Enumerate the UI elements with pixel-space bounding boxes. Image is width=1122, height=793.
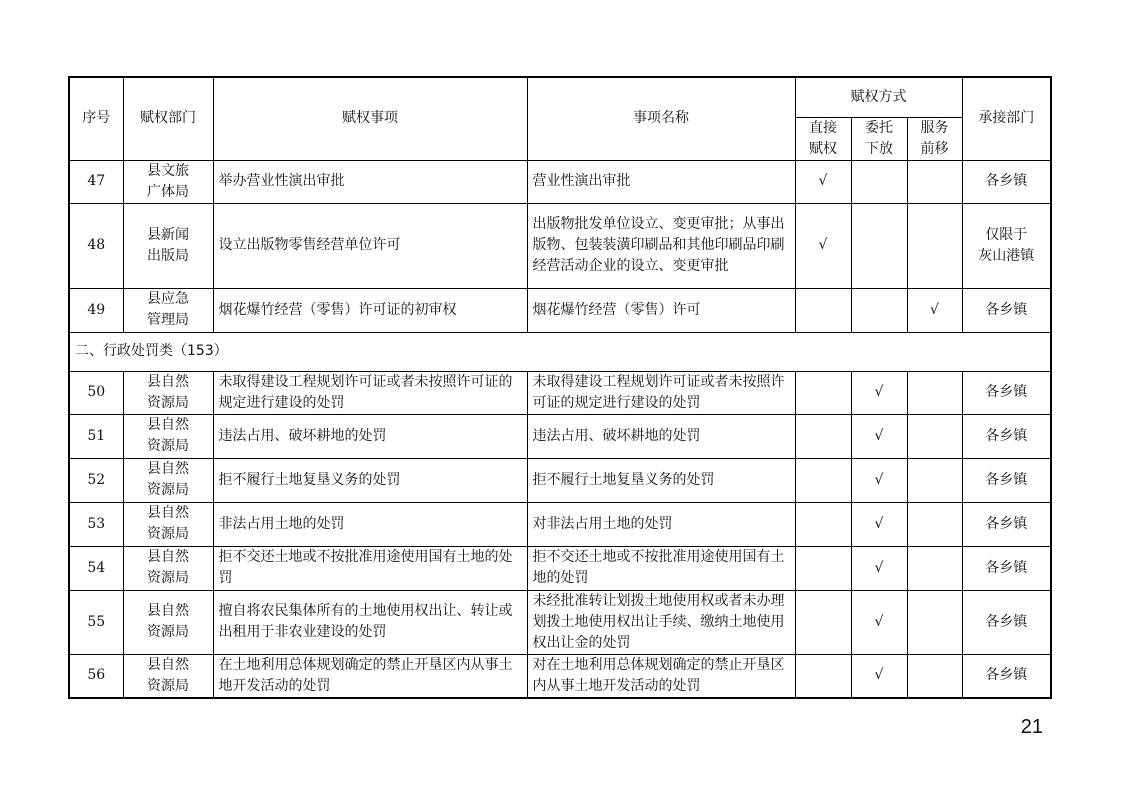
row-matter: 擅自将农民集体所有的土地使用权出让、转让或出租用于非农业建设的处罚 bbox=[213, 590, 527, 654]
table-row bbox=[69, 654, 1051, 698]
row-entrust-check: √ bbox=[851, 546, 907, 590]
row-dept: 县文旅 广体局 bbox=[123, 160, 213, 203]
header-undertake: 承接部门 bbox=[962, 77, 1051, 160]
row-name: 营业性演出审批 bbox=[527, 160, 795, 203]
row-entrust-check bbox=[851, 203, 907, 288]
row-entrust-check: √ bbox=[851, 654, 907, 698]
row-name: 未经批准转让划拨土地使用权或者未办理划拨土地使用权出让手续、缴纳土地使用权出让金的处罚 bbox=[527, 590, 795, 654]
row-entrust-check: √ bbox=[851, 502, 907, 546]
row-service-check bbox=[907, 546, 962, 590]
table-row bbox=[69, 203, 1051, 288]
row-dept: 县应急 管理局 bbox=[123, 288, 213, 332]
row-dept: 县自然 资源局 bbox=[123, 414, 213, 458]
row-direct-check bbox=[795, 458, 851, 502]
header-method: 赋权方式 bbox=[795, 77, 962, 117]
row-entrust-check: √ bbox=[851, 371, 907, 414]
row-name: 对在土地利用总体规划确定的禁止开垦区内从事土地开发活动的处罚 bbox=[527, 654, 795, 698]
row-undertake: 各乡镇 bbox=[962, 458, 1051, 502]
row-matter: 非法占用土地的处罚 bbox=[213, 502, 527, 546]
header-row-top bbox=[69, 77, 1051, 117]
row-matter: 未取得建设工程规划许可证或者未按照许可证的规定进行建设的处罚 bbox=[213, 371, 527, 414]
table-body-part1 bbox=[69, 160, 1051, 332]
row-undertake: 各乡镇 bbox=[962, 546, 1051, 590]
header-service: 服务 前移 bbox=[907, 117, 962, 160]
row-entrust-check: √ bbox=[851, 414, 907, 458]
section-title: 二、行政处罚类（153） bbox=[69, 332, 1051, 371]
row-entrust-check bbox=[851, 288, 907, 332]
row-service-check bbox=[907, 502, 962, 546]
row-undertake: 仅限于 灰山港镇 bbox=[962, 203, 1051, 288]
row-entrust-check bbox=[851, 160, 907, 203]
table-row bbox=[69, 458, 1051, 502]
row-dept: 县自然 资源局 bbox=[123, 546, 213, 590]
row-dept: 县自然 资源局 bbox=[123, 458, 213, 502]
row-name: 拒不交还土地或不按批准用途使用国有土地的处罚 bbox=[527, 546, 795, 590]
row-dept: 县自然 资源局 bbox=[123, 502, 213, 546]
row-seq: 52 bbox=[69, 458, 123, 502]
table-row bbox=[69, 371, 1051, 414]
page-number: 21 bbox=[1020, 716, 1043, 738]
row-service-check bbox=[907, 371, 962, 414]
row-direct-check bbox=[795, 288, 851, 332]
row-direct-check bbox=[795, 546, 851, 590]
row-name: 对非法占用土地的处罚 bbox=[527, 502, 795, 546]
row-seq: 49 bbox=[69, 288, 123, 332]
table-row bbox=[69, 414, 1051, 458]
table-row bbox=[69, 502, 1051, 546]
row-undertake: 各乡镇 bbox=[962, 160, 1051, 203]
row-name: 烟花爆竹经营（零售）许可 bbox=[527, 288, 795, 332]
row-service-check bbox=[907, 414, 962, 458]
row-direct-check bbox=[795, 502, 851, 546]
row-seq: 47 bbox=[69, 160, 123, 203]
row-service-check: √ bbox=[907, 288, 962, 332]
row-matter: 举办营业性演出审批 bbox=[213, 160, 527, 203]
row-undertake: 各乡镇 bbox=[962, 371, 1051, 414]
section-row bbox=[69, 332, 1051, 371]
row-undertake: 各乡镇 bbox=[962, 288, 1051, 332]
row-service-check bbox=[907, 160, 962, 203]
authorization-table bbox=[68, 76, 1052, 699]
table-row bbox=[69, 590, 1051, 654]
header-dept: 赋权部门 bbox=[123, 77, 213, 160]
row-name: 未取得建设工程规划许可证或者未按照许可证的规定进行建设的处罚 bbox=[527, 371, 795, 414]
row-undertake: 各乡镇 bbox=[962, 502, 1051, 546]
row-dept: 县自然 资源局 bbox=[123, 371, 213, 414]
table-body-part2 bbox=[69, 371, 1051, 698]
row-service-check bbox=[907, 590, 962, 654]
row-direct-check bbox=[795, 371, 851, 414]
row-direct-check bbox=[795, 590, 851, 654]
header-name: 事项名称 bbox=[527, 77, 795, 160]
row-name: 违法占用、破坏耕地的处罚 bbox=[527, 414, 795, 458]
row-seq: 48 bbox=[69, 203, 123, 288]
row-direct-check: √ bbox=[795, 160, 851, 203]
header-entrust: 委托 下放 bbox=[851, 117, 907, 160]
row-name: 出版物批发单位设立、变更审批；从事出版物、包装装潢印刷品和其他印刷品印刷经营活动企业的设立、变更审批 bbox=[527, 203, 795, 288]
row-seq: 53 bbox=[69, 502, 123, 546]
row-matter: 拒不履行土地复垦义务的处罚 bbox=[213, 458, 527, 502]
row-matter: 违法占用、破坏耕地的处罚 bbox=[213, 414, 527, 458]
row-entrust-check: √ bbox=[851, 458, 907, 502]
row-direct-check bbox=[795, 654, 851, 698]
row-undertake: 各乡镇 bbox=[962, 654, 1051, 698]
table-row bbox=[69, 288, 1051, 332]
row-direct-check: √ bbox=[795, 203, 851, 288]
row-matter: 烟花爆竹经营（零售）许可证的初审权 bbox=[213, 288, 527, 332]
row-direct-check bbox=[795, 414, 851, 458]
section-body bbox=[69, 332, 1051, 371]
row-seq: 50 bbox=[69, 371, 123, 414]
row-matter: 在土地利用总体规划确定的禁止开垦区内从事土地开发活动的处罚 bbox=[213, 654, 527, 698]
row-matter: 设立出版物零售经营单位许可 bbox=[213, 203, 527, 288]
row-seq: 56 bbox=[69, 654, 123, 698]
row-seq: 54 bbox=[69, 546, 123, 590]
header-matter: 赋权事项 bbox=[213, 77, 527, 160]
row-seq: 51 bbox=[69, 414, 123, 458]
row-entrust-check: √ bbox=[851, 590, 907, 654]
row-undertake: 各乡镇 bbox=[962, 414, 1051, 458]
row-service-check bbox=[907, 458, 962, 502]
row-service-check bbox=[907, 654, 962, 698]
header-direct: 直接 赋权 bbox=[795, 117, 851, 160]
header-seq: 序号 bbox=[69, 77, 123, 160]
row-undertake: 各乡镇 bbox=[962, 590, 1051, 654]
row-dept: 县新闻 出版局 bbox=[123, 203, 213, 288]
row-dept: 县自然 资源局 bbox=[123, 654, 213, 698]
row-service-check bbox=[907, 203, 962, 288]
table-row bbox=[69, 546, 1051, 590]
row-name: 拒不履行土地复垦义务的处罚 bbox=[527, 458, 795, 502]
row-dept: 县自然 资源局 bbox=[123, 590, 213, 654]
table-row bbox=[69, 160, 1051, 203]
row-matter: 拒不交还土地或不按批准用途使用国有土地的处罚 bbox=[213, 546, 527, 590]
row-seq: 55 bbox=[69, 590, 123, 654]
